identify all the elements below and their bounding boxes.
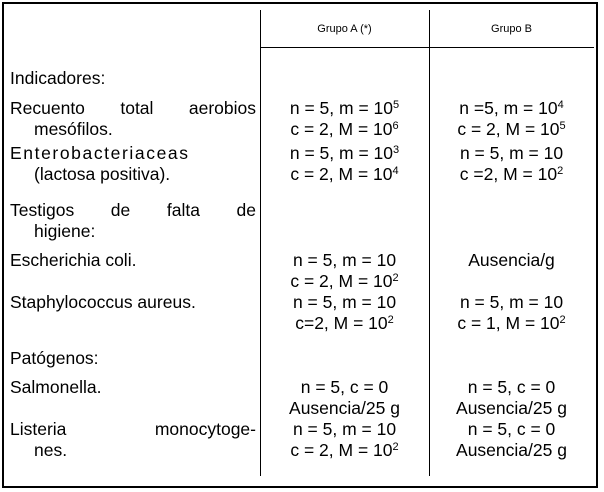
section-patogenos: Patógenos: [10, 348, 99, 368]
cell-listeria-a-l2: c = 2, $M = 10^2$ [290, 440, 399, 460]
label-salmonella: Salmonella. [10, 377, 102, 397]
cell-salmonella-a-l1: n = 5, c = 0 [300, 377, 389, 397]
label-listeria-l1: Listeria monocytoge- [10, 419, 256, 439]
section-testigos-l2: higiene: [34, 221, 96, 241]
cell-salmonella-b-l1: n = 5, c = 0 [467, 377, 556, 397]
cell-listeria-a-l1: n = 5, m = 10 [292, 419, 397, 439]
header-divider [260, 47, 594, 48]
section-indicadores: Indicadores: [10, 68, 106, 88]
cell-salmonella-b-l2: Ausencia/25 g [456, 398, 567, 418]
cell-entero-b-l2: c =2, $M = 10^2$ [459, 164, 564, 184]
label-listeria-l2: nes. [34, 440, 68, 460]
cell-recuento-b-l1: n =5, $m = 10^4$ [459, 98, 564, 118]
cell-staph-a-l1: n = 5, m = 10 [292, 292, 397, 312]
cell-recuento-b-l2: c = 2, $M = 10^5$ [457, 119, 566, 139]
cell-staph-b-l1: n = 5, m = 10 [459, 292, 564, 312]
header-grupo-b: Grupo B [491, 23, 532, 35]
label-recuento-l2: mesófilos. [34, 119, 113, 139]
cell-ecoli-b-l1: Ausencia/g [468, 250, 555, 270]
cell-ecoli-a-l2: c = 2, $M = 10^2$ [290, 271, 399, 291]
header-grupo-a: Grupo A (*) [317, 23, 372, 35]
cell-recuento-a-l1: n = 5, $m = 10^5$ [289, 98, 400, 118]
label-ecoli: Escherichia coli. [10, 250, 137, 270]
cell-entero-a-l1: n = 5, $m = 10^3$ [289, 143, 400, 163]
cell-listeria-b-l2: Ausencia/25 g [456, 440, 567, 460]
label-staph: Staphylococcus aureus. [10, 292, 196, 312]
cell-listeria-b-l1: n = 5, c = 0 [467, 419, 556, 439]
cell-salmonella-a-l2: Ausencia/25 g [289, 398, 400, 418]
label-recuento-l1: Recuento total aerobios [10, 98, 256, 118]
cell-entero-b-l1: n = 5, m = 10 [459, 143, 564, 163]
cell-staph-a-l2: c=2, $M = 10^2$ [295, 313, 394, 333]
cell-entero-a-l2: c = 2, $M = 10^4$ [290, 164, 399, 184]
cell-ecoli-a-l1: n = 5, m = 10 [292, 250, 397, 270]
label-entero-l2: (lactosa positiva). [34, 164, 171, 184]
cell-staph-b-l2: c = 1, $M = 10^2$ [457, 313, 566, 333]
section-testigos-l1: Testigos de falta de [10, 200, 256, 220]
cell-recuento-a-l2: c = 2, $M = 10^6$ [290, 119, 399, 139]
label-entero-l1: Enterobacteriaceas [10, 143, 190, 163]
